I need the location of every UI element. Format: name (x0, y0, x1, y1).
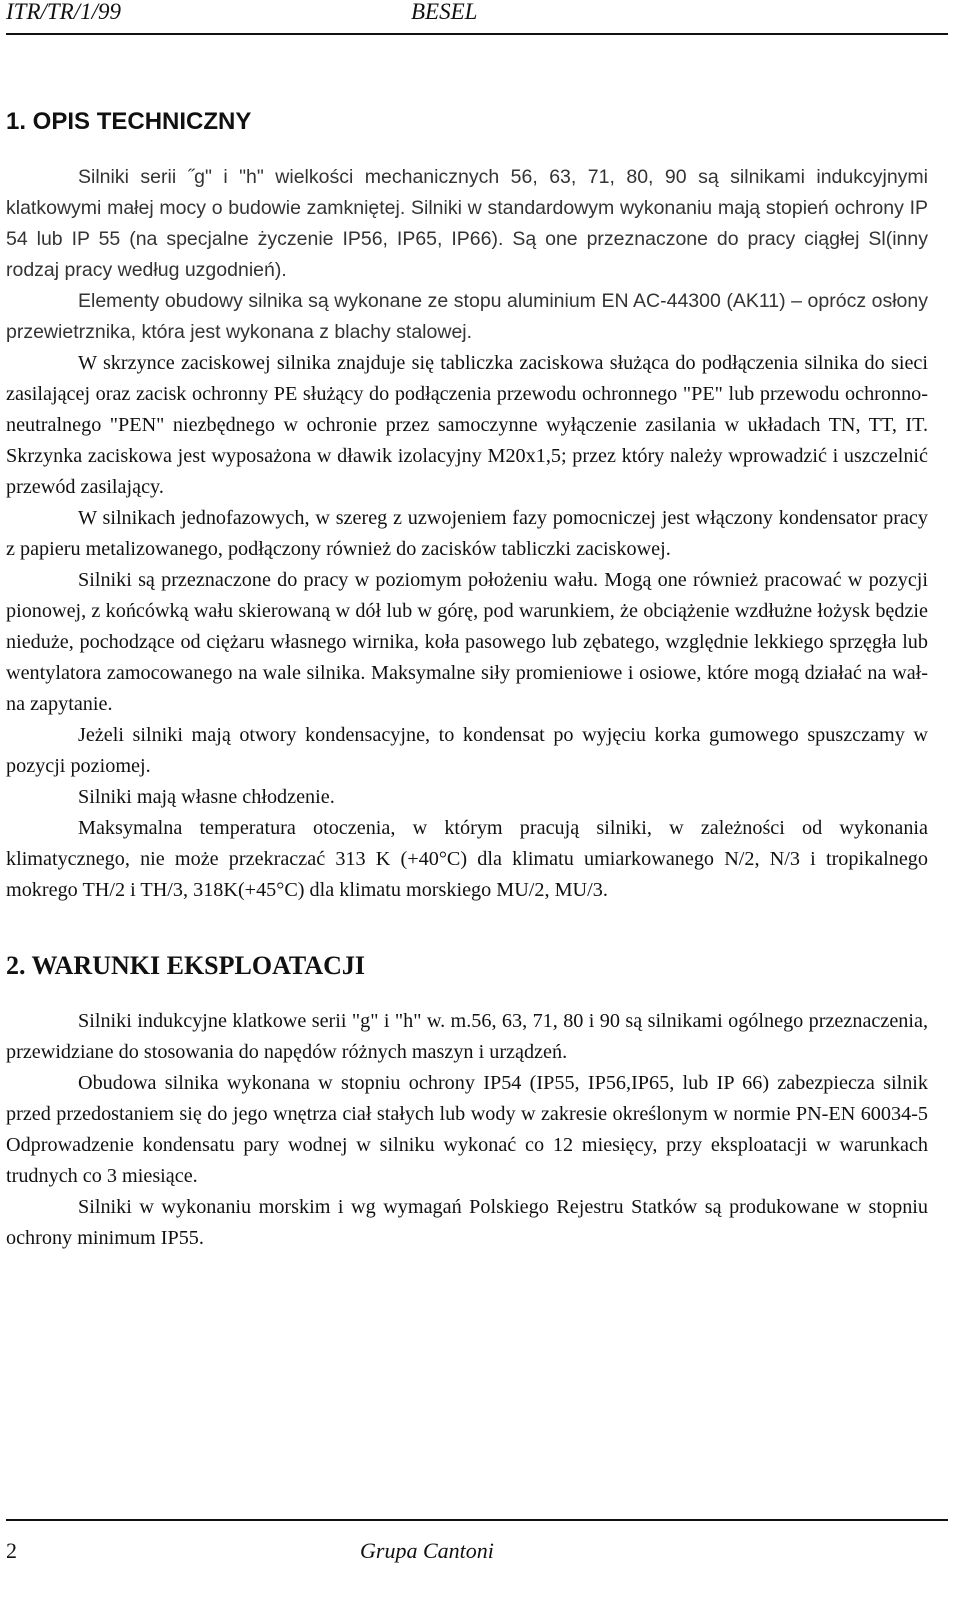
footer-divider (6, 1519, 948, 1521)
section-1-paragraph-4: W silnikach jednofazowych, w szereg z uzwojeniem fazy pomocniczej jest włączony kondensator pracy z papieru metalizowanego, podłączony również do zacisków tabliczki zaciskowej. (6, 507, 928, 560)
section-1-title: 1. OPIS TECHNICZNY (6, 108, 252, 135)
section-1-paragraph-7: Silniki mają własne chłodzenie. (78, 786, 335, 808)
header-divider (6, 33, 948, 35)
brand-name: BESEL (411, 0, 478, 24)
section-1-paragraph-6: Jeżeli silniki mają otwory kondensacyjne, to kondensat po wyjęciu korka gumowego spuszczamy w pozycji poziomej. (6, 724, 928, 777)
page-number: 2 (6, 1538, 17, 1563)
section-1-paragraph-8: Maksymalna temperatura otoczenia, w którym pracują silniki, w zależności od wykonania klimatycznego, nie może przekraczać 313 K (+40°C) dla klimatu umiarkowanego N/2, N/3 i tropikalnego mokrego TH/2 i TH/3, 318K(+45°C) dla klimatu morskiego MU/2, MU/3. (6, 817, 928, 901)
section-2-paragraph-2: Obudowa silnika wykonana w stopniu ochrony IP54 (IP55, IP56,IP65, lub IP 66) zabezpiecza silnik przed przedostaniem się do jego wnętrza ciał stałych lub wody w zakresie określonym w normie PN-EN 60034-5 Odprowadzenie kondensatu pary wodnej w silniku wykonać co 12 miesięcy, przy eksploatacji w warunkach trudnych co 3 miesiące. (6, 1072, 928, 1187)
page-header (6, 0, 946, 34)
document-body (6, 100, 928, 1254)
section-1-paragraph-5: Silniki są przeznaczone do pracy w poziomym położeniu wału. Mogą one również pracować w pozycji pionowej, z końcówką wału skierowaną w dół lub w górę, pod warunkiem, że obciążenie wzdłużne łożysk będzie nieduże, pochodzące od ciężaru własnego wirnika, koła pasowego lub zębatego, względnie lekkiego sprzęgła lub wentylatora zamocowanego na wale silnika. Maksymalne siły promieniowe i osiowe, które mogą działać na wał- na zapytanie. (6, 569, 928, 715)
section-2-paragraph-1: Silniki indukcyjne klatkowe serii "g" i "h" w. m.56, 63, 71, 80 i 90 są silnikami ogólnego przeznaczenia, przewidziane do stosowania do napędów różnych maszyn i urządzeń. (6, 1010, 928, 1063)
section-1-paragraph-3: W skrzynce zaciskowej silnika znajduje się tabliczka zaciskowa służąca do podłączenia silnika do sieci zasilającej oraz zacisk ochronny PE służący do podłączenia przewodu ochronnego "PE" lub przewodu ochronno-neutralnego "PEN" niezbędnego w ochronie przez samoczynne wyłączenie zasilania w układach TN, TT, IT. Skrzynka zaciskowa jest wyposażona w dławik izolacyjny M20x1,5; przez który należy wprowadzić i uszczelnić przewód zasilający. (6, 352, 928, 498)
section-2-paragraph-3: Silniki w wykonaniu morskim i wg wymagań Polskiego Rejestru Statków są produkowane w stopniu ochrony minimum IP55. (6, 1196, 928, 1249)
company-name: Grupa Cantoni (360, 1538, 494, 1563)
document-code: ITR/TR/1/99 (6, 0, 122, 24)
section-2-title: 2. WARUNKI EKSPLOATACJI (6, 951, 365, 980)
section-1-paragraph-1: Silniki serii ˝g" i "h" wielkości mechanicznych 56, 63, 71, 80, 90 są silnikami indukcyjnymi klatkowymi małej mocy o budowie zamkniętej. Silniki w standardowym wykonaniu mają stopień ochrony IP 54 lub IP 55 (na specjalne życzenie IP56, IP65, IP66). Są one przeznaczone do pracy ciągłej Sl(inny rodzaj pracy według uzgodnień). (6, 166, 928, 281)
section-1-paragraph-2: Elementy obudowy silnika są wykonane ze stopu aluminium EN AC-44300 (AK11) – oprócz osłony przewietrznika, która jest wykonana z blachy stalowej. (6, 290, 928, 343)
